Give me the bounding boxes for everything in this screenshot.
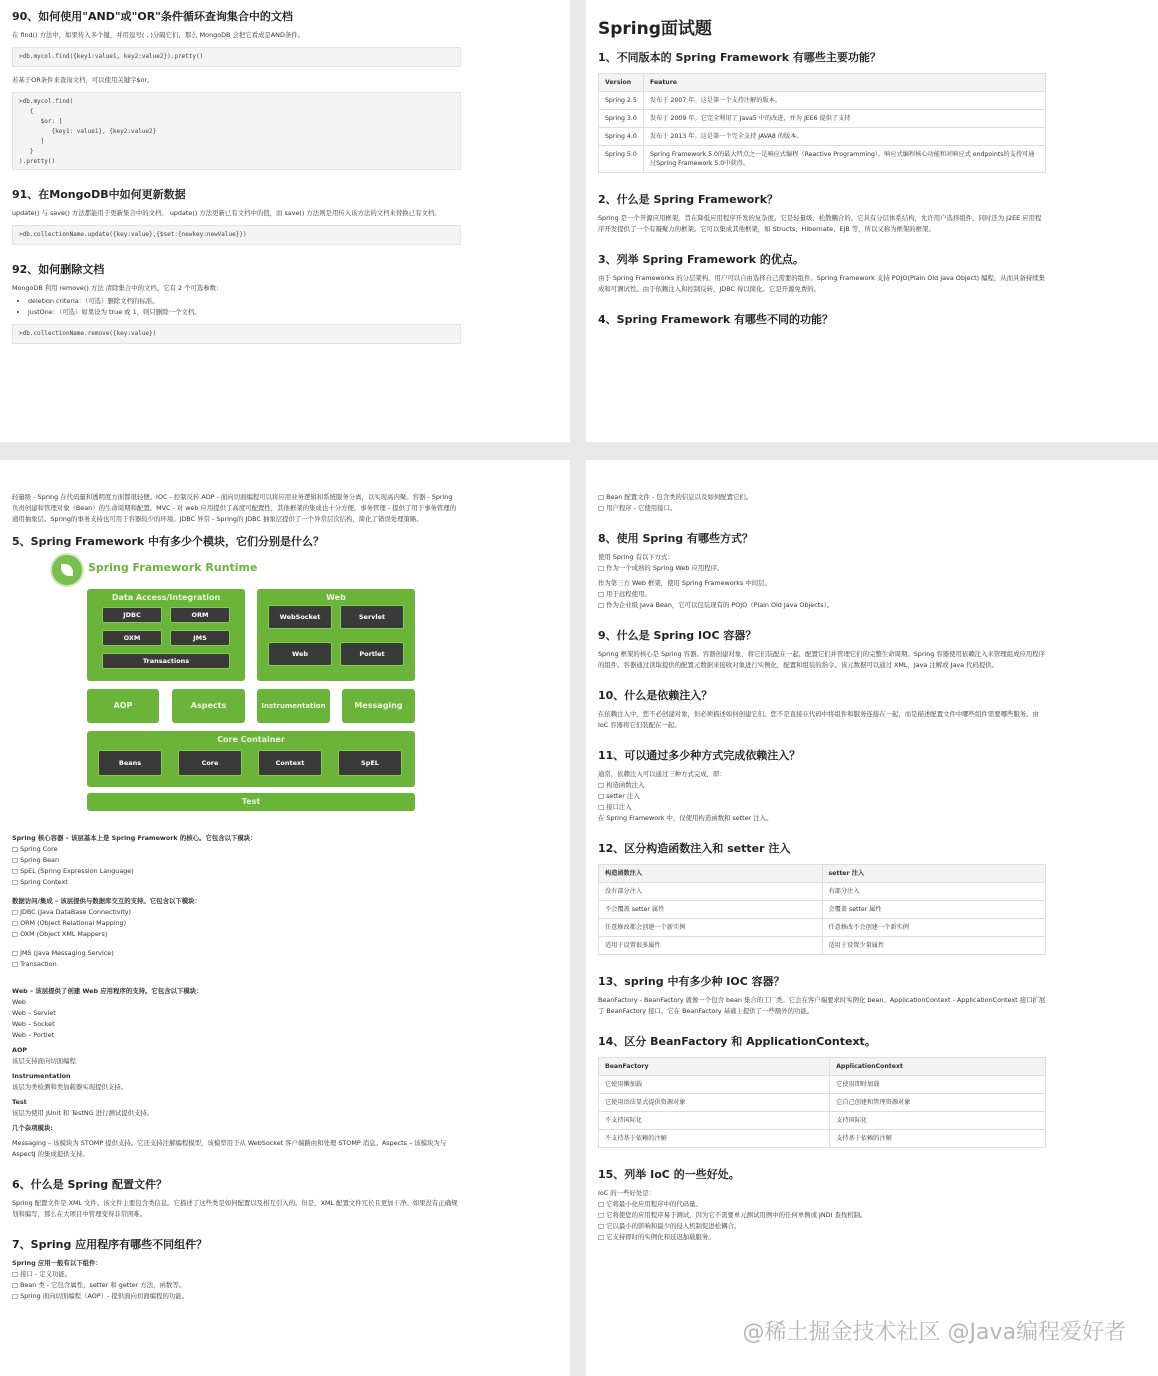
q3-text: 由于 Spring Frameworks 的分层架构，用户可以自由选择自己需要的组件。Spring Framework 支持 POJO(Plain Old Java Object) 编程，从而具备持续集成和可测试性。由于依赖注入和控制反转，JDBC 得以简化。它是开源免费的。	[598, 274, 1046, 293]
table-cell: 它使用懒加载	[599, 1076, 830, 1094]
q90-text2: 若基于OR条件来查询文档，可以使用关键字$or。	[12, 76, 154, 84]
group-label: Core Container	[217, 735, 285, 744]
page-spring-2	[0, 460, 570, 1376]
table-row	[599, 901, 1046, 919]
table-row	[599, 919, 1046, 937]
list-item: □ 接口 - 定义功能。	[12, 1270, 72, 1278]
q11-intro: 通常，依赖注入可以通过三种方式完成，即：	[598, 770, 726, 778]
list-item: □ Spring Core	[12, 845, 58, 853]
module-box: Beans	[98, 750, 162, 776]
versions-table	[598, 73, 1046, 173]
q7-intro: Spring 应用一般有以下组件：	[12, 1259, 102, 1267]
module-box: Web	[268, 642, 332, 666]
q92-title: 92、如何删除文档	[12, 263, 105, 276]
table-row	[599, 128, 1046, 146]
table-cell: 支持基于依赖的注解	[830, 1130, 1046, 1148]
table-cell: 它自己创建和管理资源对象	[830, 1094, 1046, 1112]
q12-title: 12、区分构造函数注入和 setter 注入	[598, 842, 791, 855]
list-item: • deletion criteria：（可选）删除文档的标准。	[28, 296, 558, 307]
table-cell: 它使用语法显式提供资源对象	[599, 1094, 830, 1112]
list-item: □ 它将使您的应用程序易于测试，因为它不需要单元测试用例中的任何单例或 JNDI 查找机制。	[598, 1211, 867, 1219]
q14-title: 14、区分 BeanFactory 和 ApplicationContext。	[598, 1035, 876, 1048]
q10-text: 在依赖注入中，您不必创建对象，但必须描述如何创建它们。您不是直接在代码中将组件和服务连接在一起，而是描述配置文件中哪些组件需要哪些服务。由 IoC 容器将它们装配在一起。	[598, 710, 1039, 729]
list-item: □ 作为企业级 Java Bean，它可以包装现有的 POJO（Plain Old Java Objects）。	[598, 601, 834, 609]
table-row	[599, 110, 1046, 128]
aop-text: 该层支持面向切面编程	[12, 1057, 76, 1065]
page-title: Spring面试题	[598, 19, 712, 39]
table-row	[599, 1076, 1046, 1094]
table-cell: 发布于 2007 年。这是第一个支持注解的版本。	[644, 92, 1046, 110]
table-cell: 发布于 2013 年。这是第一个完全支持 JAVA8 的版本。	[644, 128, 1046, 146]
table-cell: 任意修改不会创建一个新实例	[822, 919, 1046, 937]
list-item: □ 用户程序 - 它使用接口。	[598, 504, 677, 512]
list-item: □ ORM (Object Relational Mapping)	[12, 919, 127, 927]
module-box: Aspects	[172, 689, 245, 723]
table-cell: 支持国际化	[830, 1112, 1046, 1130]
module-box: Portlet	[340, 642, 404, 666]
list-item: □ 它支持即时的实例化和延迟加载服务。	[598, 1233, 715, 1241]
table-cell: Spring 2.5	[599, 92, 644, 110]
group-label: Data Access/Integration	[111, 593, 221, 602]
aop-title: AOP	[12, 1046, 28, 1054]
q90-code2: >db.mycol.find( { $or: [ {key1: value1}, {key2:value2} ] } ).pretty()	[12, 92, 461, 170]
table-row	[599, 937, 1046, 955]
table-cell: Spring 3.0	[599, 110, 644, 128]
q9-text: Spring 框架的核心是 Spring 容器。容器创建对象，将它们装配在一起，配置它们并管理它们的完整生命周期。Spring 容器使用依赖注入来管理组成应用程序的组件。容器通过读取提供的配置元数据来接收对象进行实例化，配置和组装的指令。该元数据可以通过 XML，Java 注解或 Java 代码提供。	[598, 650, 1046, 669]
module-box: OXM	[102, 630, 162, 646]
injection-table	[598, 864, 1046, 955]
table-cell: Spring Framework 5.0的最大特点之一是响应式编程（Reactive Programming）。响应式编程核心功能和对响应式 endpoints的支持可通过Spring Framework 5.0中获得。	[644, 146, 1046, 173]
data-title: 数据访问/集成 – 该层提供与数据库交互的支持。它包含以下模块：	[12, 897, 201, 905]
table-header: ApplicationContext	[830, 1058, 1046, 1076]
q13-title: 13、spring 中有多少种 IOC 容器？	[598, 975, 785, 988]
test-title: Test	[12, 1098, 27, 1106]
list-item: Web – Portlet	[12, 1031, 55, 1039]
table-cell: 适用于设置很多属性	[599, 937, 823, 955]
web-group	[257, 589, 415, 681]
instr-title: Instrumentation	[12, 1072, 71, 1080]
table-cell: 任意修改都会创建一个新实例	[599, 919, 823, 937]
table-header: Version	[599, 74, 644, 92]
core-title: Spring 核心容器 – 该层基本上是 Spring Framework 的核心。它包含以下模块：	[12, 834, 257, 842]
q90-text1: 在 find() 方法中，如果传入多个键，并用逗号( , )分隔它们，那么 MongoDB 会把它看成是AND条件。	[12, 31, 305, 39]
container-table	[598, 1057, 1046, 1148]
table-row	[599, 1130, 1046, 1148]
group-label: Web	[326, 593, 346, 602]
q92-list	[12, 296, 558, 318]
watermark: @稀土掘金技术社区 @Java编程爱好者	[742, 1320, 1126, 1345]
list-item: □ Spring 面向切面编程（AOP）- 提供面向切面编程的功能。	[12, 1292, 189, 1300]
misc-text: Messaging – 该模块为 STOMP 提供支持。它还支持注解编程模型，该模型用于从 WebSocket 客户端路由和处理 STOMP 消息。Aspects – 该模块为与 AspectJ 的集成提供支持。	[12, 1139, 447, 1158]
table-row	[599, 883, 1046, 901]
q92-text: MongoDB 利用 remove() 方法 清除集合中的文档。它有 2 个可选参数：	[12, 284, 223, 292]
q92-code: >db.collectionName.remove({key:value})	[12, 324, 461, 344]
list-item: □ 作为一个成熟的 Spring Web 应用程序。	[598, 564, 724, 572]
spring-runtime-diagram	[52, 555, 472, 825]
q15-intro: IoC 的一些好处是：	[598, 1189, 656, 1197]
list-item: □ 它将最小化应用程序中的代码量。	[598, 1200, 702, 1208]
list-item: □ Transaction	[12, 960, 57, 968]
q11-title: 11、可以通过多少种方式完成依赖注入？	[598, 749, 801, 762]
table-row	[599, 1094, 1046, 1112]
diagram-title: Spring Framework Runtime	[88, 561, 258, 574]
module-box: SpEL	[338, 750, 402, 776]
page-spring-1	[586, 0, 1158, 442]
module-box: Instrumentation	[257, 689, 330, 723]
module-box: JMS	[170, 630, 230, 646]
page-mongodb	[0, 0, 570, 442]
list-item: □ setter 注入	[598, 792, 640, 800]
q7-title: 7、Spring 应用程序有哪些不同组件？	[12, 1238, 208, 1251]
list-item: Web – Socket	[12, 1020, 55, 1028]
list-item: □ Spring Bean	[12, 856, 60, 864]
list-item: □ JMS (Java Messaging Service)	[12, 949, 114, 957]
q90-title: 90、如何使用"AND"或"OR"条件循环查询集合中的文档	[12, 10, 293, 23]
list-item: 在 Spring Framework 中，仅使用构造函数和 setter 注入。	[598, 814, 773, 822]
q91-text: update() 与 save() 方法都能用于更新集合中的文档。 update() 方法更新已有文档中的值，而 save() 方法则是用传入该方法的文档来替换已有文档。	[12, 209, 441, 217]
q13-text: BeanFactory - BeanFactory 就像一个包含 bean 集合的工厂类。它会在客户端要求时实例化 bean。ApplicationContext - ApplicationContext 接口扩展了 BeanFactory 接口。它在 BeanFactory 基础上提供了一些额外的功能。	[598, 996, 1046, 1015]
module-box: Core	[178, 750, 242, 776]
list-item: □ 接口注入	[598, 803, 632, 811]
q10-title: 10、什么是依赖注入？	[598, 689, 713, 702]
list-item: □ JDBC (Java DataBase Connectivity)	[12, 908, 132, 916]
list-item: Web	[12, 998, 26, 1006]
q1-title: 1、不同版本的 Spring Framework 有哪些主要功能？	[598, 51, 881, 64]
module-box: JDBC	[102, 607, 162, 623]
q91-title: 91、在MongoDB中如何更新数据	[12, 188, 186, 201]
table-cell: 有部分注入	[822, 883, 1046, 901]
table-cell: Spring 4.0	[599, 128, 644, 146]
list-item: □ 用于远程使用。	[598, 590, 651, 598]
q5-title: 5、Spring Framework 中有多少个模块，它们分别是什么？	[12, 535, 325, 548]
table-cell: 会覆盖 setter 属性	[822, 901, 1046, 919]
q8-title: 8、使用 Spring 有哪些方式？	[598, 532, 754, 545]
module-box: Servlet	[340, 605, 404, 629]
list-item: □ SpEL (Spring Expression Language)	[12, 867, 134, 875]
table-header: BeanFactory	[599, 1058, 830, 1076]
table-cell: 不会覆盖 setter 属性	[599, 901, 823, 919]
list-item: □ Bean 类 - 它包含属性，setter 和 getter 方法，函数等。	[12, 1281, 186, 1289]
table-cell: 没有部分注入	[599, 883, 823, 901]
list-item: 作为第三方 Web 框架，使用 Spring Frameworks 中间层。	[598, 579, 771, 587]
module-box: Test	[87, 793, 415, 811]
table-cell: 不支持基于依赖的注解	[599, 1130, 830, 1148]
q2-text: Spring 是一个开源应用框架，旨在降低应用程序开发的复杂度。它是轻量级、松散耦合的。它具有分层体系结构，允许用户选择组件，同时还为 J2EE 应用程序开发提供了一个有凝聚力的框架。它可以集成其他框架，如 Structs、Hibernate、EJB 等，所以又称为框架的框架。	[598, 214, 1042, 233]
table-row	[599, 92, 1046, 110]
module-box: Messaging	[342, 689, 415, 723]
q4-title: 4、Spring Framework 有哪些不同的功能？	[598, 313, 834, 326]
list-item: □ Spring Context	[12, 878, 68, 886]
q9-title: 9、什么是 Spring IOC 容器？	[598, 629, 757, 642]
table-cell: 适用于设置少量属性	[822, 937, 1046, 955]
table-row	[599, 146, 1046, 173]
table-cell: 它使用即时加载	[830, 1076, 1046, 1094]
q2-title: 2、什么是 Spring Framework？	[598, 193, 779, 206]
list-item: Web – Servlet	[12, 1009, 56, 1017]
q3-title: 3、列举 Spring Framework 的优点。	[598, 253, 804, 266]
table-cell: Spring 5.0	[599, 146, 644, 173]
list-item: □ 构造函数注入	[598, 781, 645, 789]
table-cell: 发布于 2009 年。它完全利用了 Java5 中的改进，并为 JEE6 提供了支持	[644, 110, 1046, 128]
module-box: Transactions	[102, 653, 230, 669]
table-row	[599, 1112, 1046, 1130]
q6-text: Spring 配置文件是 XML 文件。该文件主要包含类信息。它描述了这些类是如何配置以及相互引入的。但是，XML 配置文件冗长且更加干净。如果没有正确规划和编写，那么在大项目中管理变得非常困难。	[12, 1199, 458, 1218]
q8-intro: 使用 Spring 有以下方式：	[598, 553, 674, 561]
list-item: □ 它以最小的影响和最少的侵入机制促进松耦合。	[598, 1222, 741, 1230]
instr-text: 该层为类检测和类加载器实现提供支持。	[12, 1083, 128, 1091]
q91-code: >db.collectionName.update({key:value},{$set:{newkey:newValue}})	[12, 225, 461, 245]
module-box: Context	[258, 750, 322, 776]
table-cell: 不支持国际化	[599, 1112, 830, 1130]
misc-title: 几个杂项模块:	[12, 1124, 53, 1132]
table-header: 构造函数注入	[599, 865, 823, 883]
test-text: 该层为使用 JUnit 和 TestNG 进行测试提供支持。	[12, 1109, 154, 1117]
intro-text: 轻量级 - Spring 在代码量和透明度方面都很轻便。IOC - 控制反转 AOP - 面向切面编程可以将应用业务逻辑和系统服务分离，以实现高内聚。容器 - Spring 负责创建和管理对象（Bean）的生命周期和配置。MVC - 对 web 应用提供了高度可配置性，其他框架的集成也十分方便。事务管理 - 提供了用于事务管理的通用抽象层。Spring的事务支持也可用于容器较少的环境。JDBC 异常 - Spring的 JDBC 抽象层提供了一个异常层次结构，简化了错误处理策略。	[12, 493, 457, 523]
q90-code1: >db.mycol.find({key1:value1, key2:value2}).pretty()	[12, 47, 461, 67]
page-spring-3	[586, 460, 1158, 1376]
table-header: setter 注入	[822, 865, 1046, 883]
module-box: AOP	[87, 689, 159, 723]
list-item: □ OXM (Object XML Mappers)	[12, 930, 108, 938]
spring-leaf-icon	[52, 555, 82, 585]
list-item: • justOne：（可选）如果设为 true 或 1，则只删除一个文档。	[28, 307, 558, 318]
q15-title: 15、列举 IoC 的一些好处。	[598, 1168, 740, 1181]
module-box: WebSocket	[268, 605, 332, 629]
list-item: □ Bean 配置文件 - 包含类的信息以及如何配置它们。	[598, 493, 753, 501]
table-header: Feature	[644, 74, 1046, 92]
module-box: ORM	[170, 607, 230, 623]
web-title: Web – 该层提供了创建 Web 应用程序的支持。它包含以下模块：	[12, 987, 203, 995]
q6-title: 6、什么是 Spring 配置文件？	[12, 1178, 168, 1191]
